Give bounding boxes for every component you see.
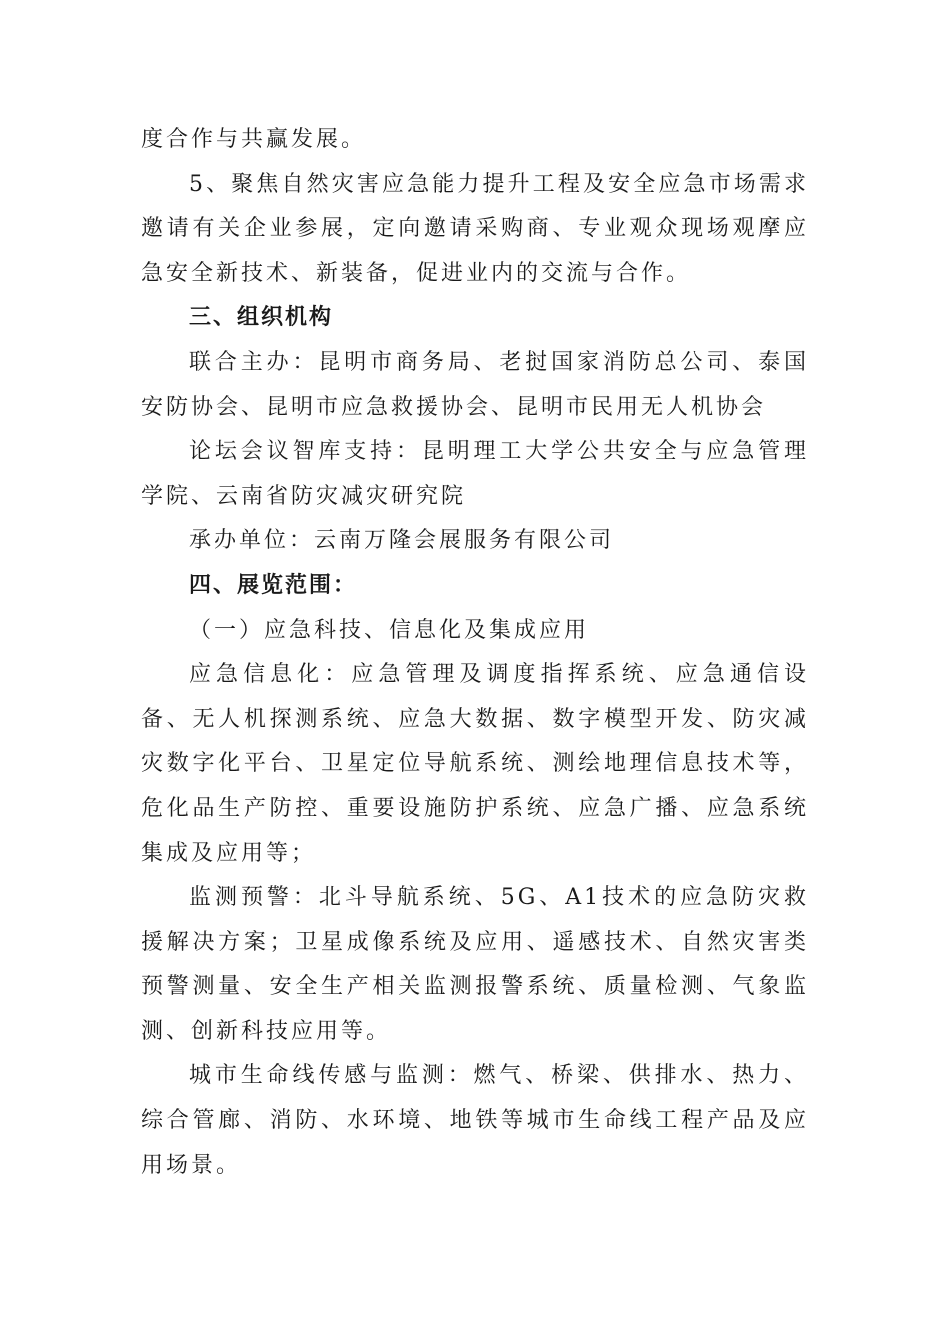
paragraph-continuation: 度合作与共赢发展。 xyxy=(141,127,367,152)
document-page xyxy=(141,118,809,1188)
paragraph-think-tank: 论坛会议智库支持：昆明理工大学公共安全与应急管理学院、云南省防灾减灾研究院 xyxy=(141,439,809,509)
paragraph-monitoring: 监测预警：北斗导航系统、5G、A1技术的应急防灾救援解决方案；卫星成像系统及应用、遥感技术、自然灾害类预警测量、安全生产相关监测报警系统、质量检测、气象监测、创新科技应用等。 xyxy=(141,885,809,1044)
section-heading-exhibition-scope: 四、展览范围： xyxy=(189,572,358,598)
paragraph-informatization: 应急信息化：应急管理及调度指挥系统、应急通信设备、无人机探测系统、应急大数据、数字模型开发、防灾减灾数字化平台、卫星定位导航系统、测绘地理信息技术等，危化品生产防控、重要设施防护系统、应急广播、应急系统集成及应用等； xyxy=(141,662,809,866)
paragraph-host: 承办单位：云南万隆会展服务有限公司 xyxy=(189,528,615,554)
paragraph-organizers: 联合主办：昆明市商务局、老挝国家消防总公司、泰国安防协会、昆明市应急救援协会、昆明市民用无人机协会 xyxy=(141,349,809,420)
subheading-tech-informatization: （一）应急科技、信息化及集成应用 xyxy=(189,617,590,643)
section-heading-organization: 三、组织机构 xyxy=(189,305,334,331)
paragraph-lifeline: 城市生命线传感与监测：燃气、桥梁、供排水、热力、综合管廊、消防、水环境、地铁等城市生命线工程产品及应用场景。 xyxy=(141,1063,809,1178)
paragraph-item-5: 5、聚焦自然灾害应急能力提升工程及安全应急市场需求邀请有关企业参展，定向邀请采购商、专业观众现场观摩应急安全新技术、新装备，促进业内的交流与合作。 xyxy=(141,171,809,286)
